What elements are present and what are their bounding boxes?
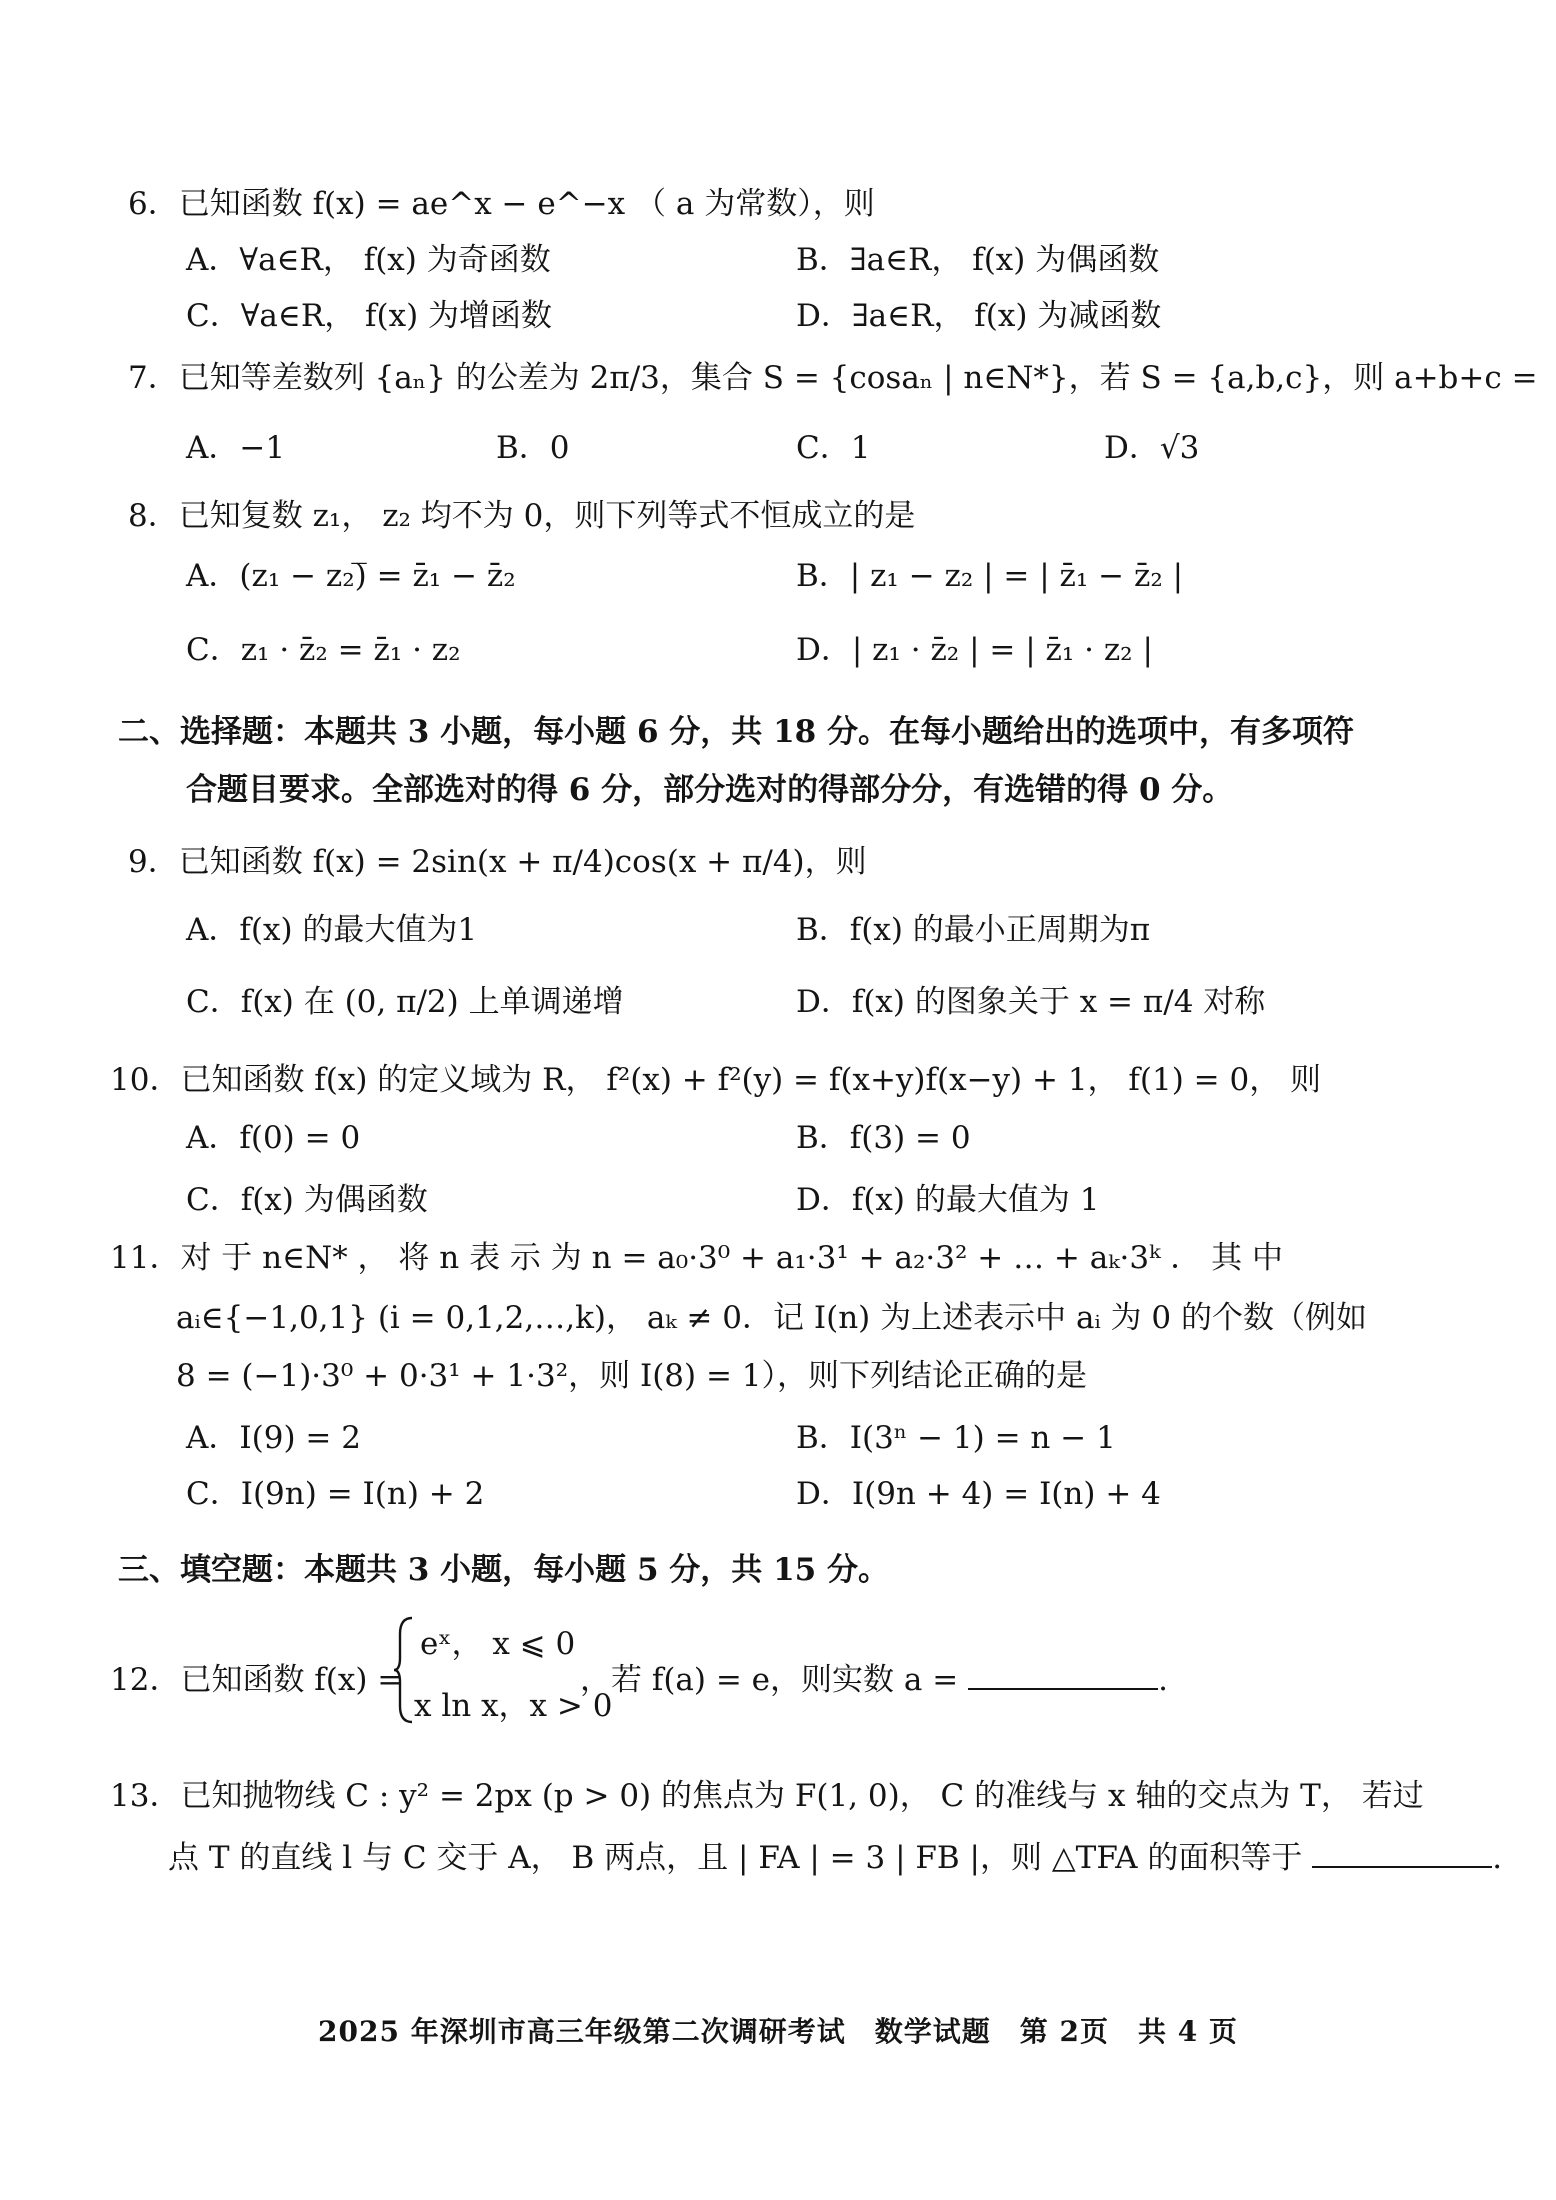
q7-option-c: C．1	[796, 430, 871, 466]
q9-stem: 9．已知函数 f(x) = 2sin(x + π/4)cos(x + π/4)，则	[128, 844, 867, 880]
q10-option-c: C．f(x) 为偶函数	[186, 1182, 428, 1218]
q7-option-b: B．0	[496, 430, 570, 466]
q9-option-b: B．f(x) 的最小正周期为π	[796, 912, 1151, 948]
section-3-heading: 三、填空题：本题共 3 小题，每小题 5 分，共 15 分。	[118, 1552, 890, 1588]
section-2-rules: 合题目要求。全部选对的得 6 分，部分选对的得部分分，有选错的得 0 分。	[186, 772, 1234, 808]
q7-option-d: D．√3	[1104, 430, 1200, 466]
section-2-heading: 二、选择题：本题共 3 小题，每小题 6 分，共 18 分。在每小题给出的选项中，有多项符	[118, 714, 1355, 750]
page-footer: 2025 年深圳市高三年级第二次调研考试 数学试题 第 2页 共 4 页	[318, 2015, 1238, 2048]
q10-option-b: B．f(3) = 0	[796, 1120, 971, 1156]
q13-end: .	[1492, 1840, 1503, 1876]
q13-answer-blank[interactable]	[1312, 1840, 1492, 1868]
q10-stem: 10．已知函数 f(x) 的定义域为 R， f²(x) + f²(y) = f(x+y)f(x−y) + 1， f(1) = 0， 则	[110, 1062, 1322, 1098]
q12-case-2: x ln x，x > 0	[414, 1688, 613, 1724]
q12-tail-text: ，若 f(a) = e，则实数 a =	[580, 1662, 959, 1698]
q11-option-b: B．I(3ⁿ − 1) = n − 1	[796, 1420, 1116, 1456]
q7-stem: 7．已知等差数列 {aₙ} 的公差为 2π/3，集合 S = {cosaₙ | n∈N*}，若 S = {a,b,c}，则 a+b+c =	[128, 360, 1538, 396]
q12-end: .	[1158, 1662, 1168, 1698]
q12-tail	[580, 1660, 1168, 1700]
q8-option-d: D．| z₁ · z̄₂ | = | z̄₁ · z₂ |	[796, 632, 1153, 668]
q11-option-c: C．I(9n) = I(n) + 2	[186, 1476, 485, 1512]
q8-option-c: C．z₁ · z̄₂ = z̄₁ · z₂	[186, 632, 461, 668]
q6-stem: 6．已知函数 f(x) = ae^x − e^−x （ a 为常数），则	[128, 186, 875, 222]
q13-stem-line1: 13．已知抛物线 C : y² = 2px (p > 0) 的焦点为 F(1, 0)， C 的准线与 x 轴的交点为 T， 若过	[110, 1778, 1424, 1814]
left-brace-icon	[392, 1614, 416, 1726]
q8-stem: 8．已知复数 z₁， z₂ 均不为 0，则下列等式不恒成立的是	[128, 498, 916, 534]
q7-option-a: A．−1	[186, 430, 286, 466]
q12-case-1: eˣ， x ⩽ 0	[420, 1626, 576, 1662]
q13-stem-line2-row	[168, 1838, 1502, 1878]
q10-option-a: A．f(0) = 0	[186, 1120, 361, 1156]
q11-stem-line1: 11．对 于 n∈N* ， 将 n 表 示 为 n = a₀·3⁰ + a₁·3¹ + a₂·3² + … + aₖ·3ᵏ ． 其 中	[110, 1240, 1283, 1276]
q11-stem-line2: aᵢ∈{−1,0,1} (i = 0,1,2,…,k)， aₖ ≠ 0．记 I(n) 为上述表示中 aᵢ 为 0 的个数（例如	[176, 1300, 1367, 1336]
q13-stem-line2: 点 T 的直线 l 与 C 交于 A， B 两点，且 | FA | = 3 | FB |，则 △TFA 的面积等于	[168, 1840, 1303, 1876]
q11-option-a: A．I(9) = 2	[186, 1420, 361, 1456]
q11-option-d: D．I(9n + 4) = I(n) + 4	[796, 1476, 1161, 1512]
q6-option-b: B．∃a∈R， f(x) 为偶函数	[796, 242, 1160, 278]
q12-answer-blank[interactable]	[968, 1662, 1158, 1690]
q6-option-d: D．∃a∈R， f(x) 为减函数	[796, 298, 1162, 334]
q8-option-a: A．(z₁ − z₂)̅ = z̄₁ − z̄₂	[186, 558, 516, 594]
q11-stem-line3: 8 = (−1)·3⁰ + 0·3¹ + 1·3²，则 I(8) = 1），则下列结论正确的是	[176, 1358, 1088, 1394]
q9-option-c: C．f(x) 在 (0, π/2) 上单调递增	[186, 984, 624, 1020]
q9-option-a: A．f(x) 的最大值为1	[186, 912, 478, 948]
q6-option-c: C．∀a∈R， f(x) 为增函数	[186, 298, 553, 334]
q9-option-d: D．f(x) 的图象关于 x = π/4 对称	[796, 984, 1266, 1020]
q8-option-b: B．| z₁ − z₂ | = | z̄₁ − z̄₂ |	[796, 558, 1184, 594]
q12-lead: 12．已知函数 f(x) =	[110, 1662, 404, 1698]
q10-option-d: D．f(x) 的最大值为 1	[796, 1182, 1100, 1218]
q6-option-a: A．∀a∈R， f(x) 为奇函数	[186, 242, 551, 278]
